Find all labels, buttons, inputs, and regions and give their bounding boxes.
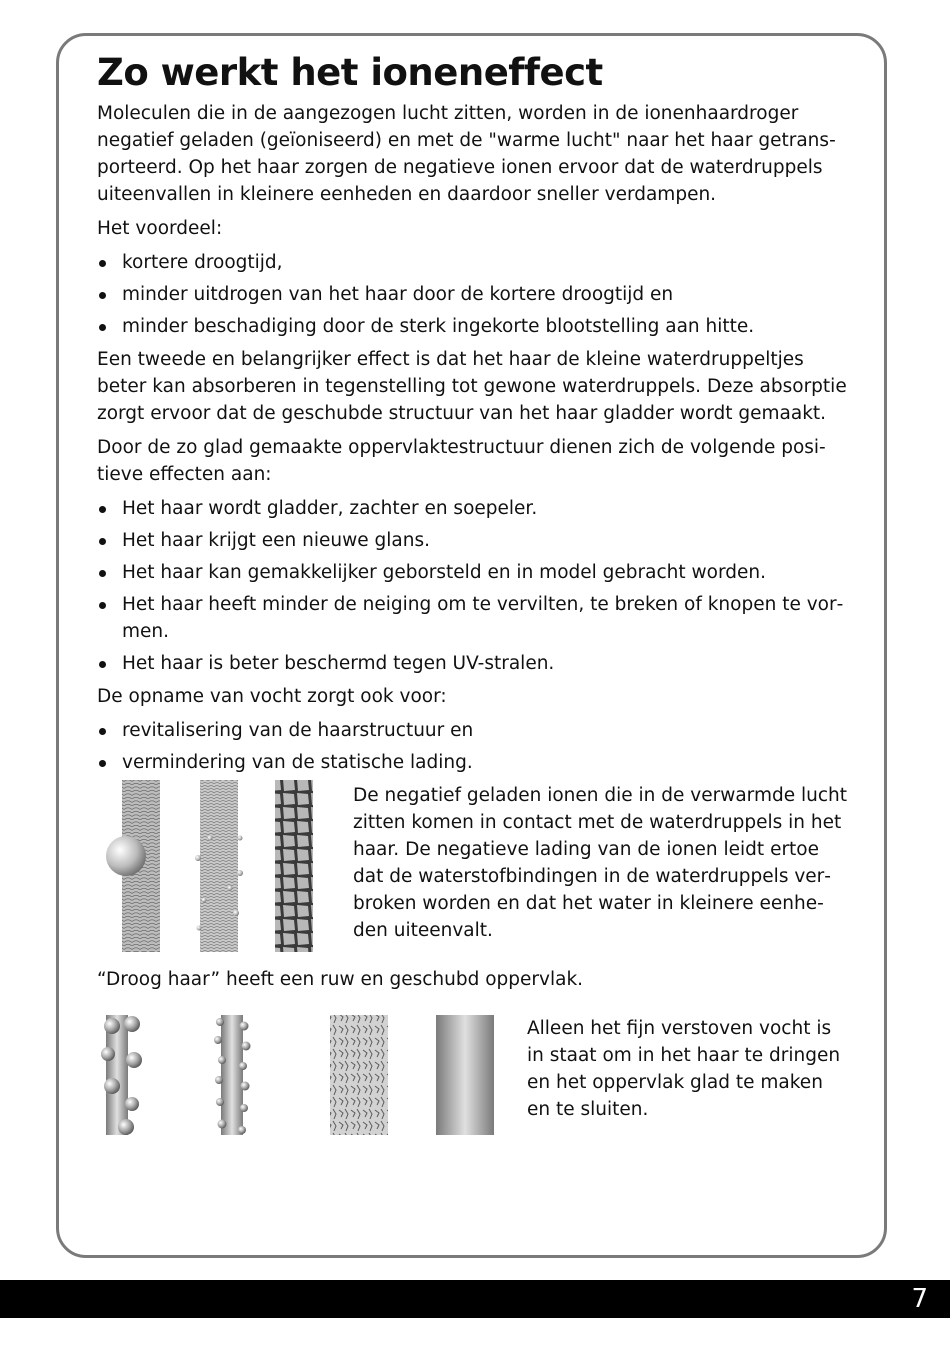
page-footer	[0, 1280, 950, 1318]
list-item: minder beschadiging door de sterk ingekorte blootstelling aan hitte.	[97, 313, 857, 340]
figure1-caption: “Droog haar” heeft een ruw en geschubd oppervlak.	[97, 969, 584, 990]
list-item: Het haar krijgt een nieuwe glans.	[97, 527, 857, 554]
hair-illustration-2	[98, 1012, 500, 1140]
page-title: Zo werkt het ioneneffect	[97, 51, 603, 94]
moisture-heading: De opname van vocht zorgt ook voor:	[97, 686, 447, 707]
intro-paragraph: Moleculen die in de aangezogen lucht zitten, worden in de ionenhaardroger negatief geladen (geïoniseerd) en met de "warme lucht" naar het haar getransporteerd. Op het haar zorgen de negatieve ionen ervoor dat de waterdruppels uiteenvallen in kleinere eenheden en daardoor sneller verdampen.	[97, 103, 836, 205]
list-item: Het haar is beter beschermd tegen UV-stralen.	[97, 650, 857, 677]
list-item: vermindering van de statische lading.	[97, 749, 857, 776]
main-content	[97, 50, 857, 782]
water-drop-large	[106, 836, 146, 876]
positive-heading: Door de zo glad gemaakte oppervlaktestructuur dienen zich de volgende positieve effecten aan:	[97, 437, 826, 485]
list-item: Het haar kan gemakkelijker geborsteld en in model gebracht worden.	[97, 559, 857, 586]
moisture-list	[97, 717, 857, 776]
figure1-text: De negatief geladen ionen die in de verwarmde lucht zitten komen in contact met de waterdruppels in het haar. De negatieve lading van de ionen leidt ertoe dat de waterstofbindingen in de waterdruppels verbroken worden en dat het water in kleinere eenheden uiteenvalt.	[353, 785, 847, 941]
positive-list	[97, 495, 857, 677]
second-effect-paragraph: Een tweede en belangrijker effect is dat het haar de kleine waterdruppeltjes beter kan absorberen in tegenstelling tot gewone waterdruppels. Deze absorptie zorgt ervoor dat de geschubde structuur van het haar gladder wordt gemaakt.	[97, 349, 847, 424]
list-item: Het haar wordt gladder, zachter en soepeler.	[97, 495, 857, 522]
list-item: minder uitdrogen van het haar door de kortere droogtijd en	[97, 281, 857, 308]
list-item: kortere droogtijd,	[97, 249, 857, 276]
page-number: 7	[911, 1284, 928, 1314]
advantage-list	[97, 249, 857, 340]
hair-illustration-1	[100, 778, 320, 956]
figure2-text: Alleen het fijn verstoven vocht is in staat om in het haar te dringen en het oppervlak glad te maken en te sluiten.	[527, 1018, 841, 1120]
list-item: Het haar heeft minder de neiging om te vervilten, te breken of knopen te vormen.	[97, 591, 857, 645]
list-item: revitalisering van de haarstructuur en	[97, 717, 857, 744]
advantage-heading: Het voordeel:	[97, 218, 223, 239]
